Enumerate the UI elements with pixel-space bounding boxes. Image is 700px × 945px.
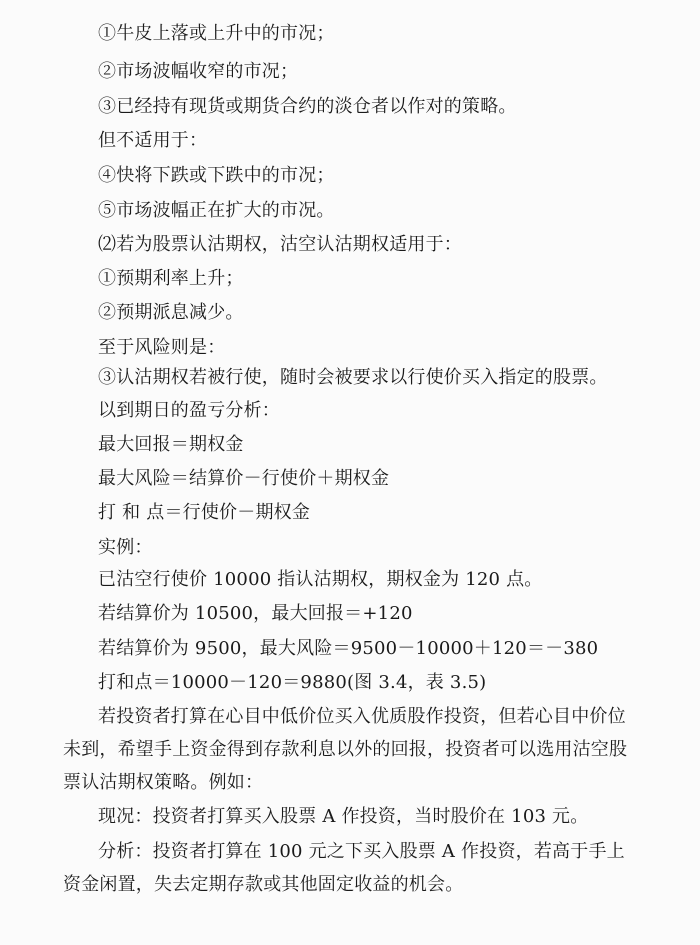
text-line-23: 票认沽期权策略。例如： [63,772,264,793]
text-line-25: 分析：投资者打算在 100 元之下买入股票 A 作投资，若高于手上 [98,841,625,862]
text-line-16: 实例： [98,537,153,558]
text-line-22: 未到，希望手上资金得到存款利息以外的回报，投资者可以选用沽空股 [63,739,628,760]
text-line-19: 若结算价为 9500，最大风险＝9500－10000＋120＝－380 [98,638,599,659]
text-line-15: 打 和 点＝行使价－期权金 [98,502,311,523]
text-line-11: ③认沽期权若被行使，随时会被要求以行使价买入指定的股票。 [98,367,608,388]
text-line-7: ⑵若为股票认沽期权，沽空认沽期权适用于： [98,234,462,255]
text-line-24: 现况：投资者打算买入股票 A 作投资，当时股价在 103 元。 [98,806,589,827]
text-line-26: 资金闲置，失去定期存款或其他固定收益的机会。 [63,874,464,895]
text-line-10: 至于风险则是： [98,337,226,358]
text-line-4: 但不适用于： [98,130,208,151]
text-line-9: ②预期派息减少。 [98,302,244,323]
text-line-18: 若结算价为 10500，最大回报＝+120 [98,603,413,624]
text-line-21: 若投资者打算在心目中低价位买入优质股作投资，但若心目中价位 [98,706,626,727]
text-line-5: ④快将下跌或下跌中的市况； [98,165,335,186]
text-line-3: ③已经持有现货或期货合约的淡仓者以作对的策略。 [98,96,517,117]
text-line-8: ①预期利率上升； [98,268,244,289]
text-line-17: 已沽空行使价 10000 指认沽期权，期权金为 120 点。 [98,569,543,590]
text-line-13: 最大回报＝期权金 [98,434,244,455]
text-line-2: ②市场波幅收窄的市况； [98,61,299,82]
text-line-1: ①牛皮上落或上升中的市况； [98,23,335,44]
text-line-20: 打和点＝10000－120＝9880(图 3.4，表 3.5) [98,672,487,693]
text-line-14: 最大风险＝结算价－行使价＋期权金 [98,468,390,489]
text-line-12: 以到期日的盈亏分析： [98,400,280,421]
text-line-6: ⑤市场波幅正在扩大的市况。 [98,200,335,221]
